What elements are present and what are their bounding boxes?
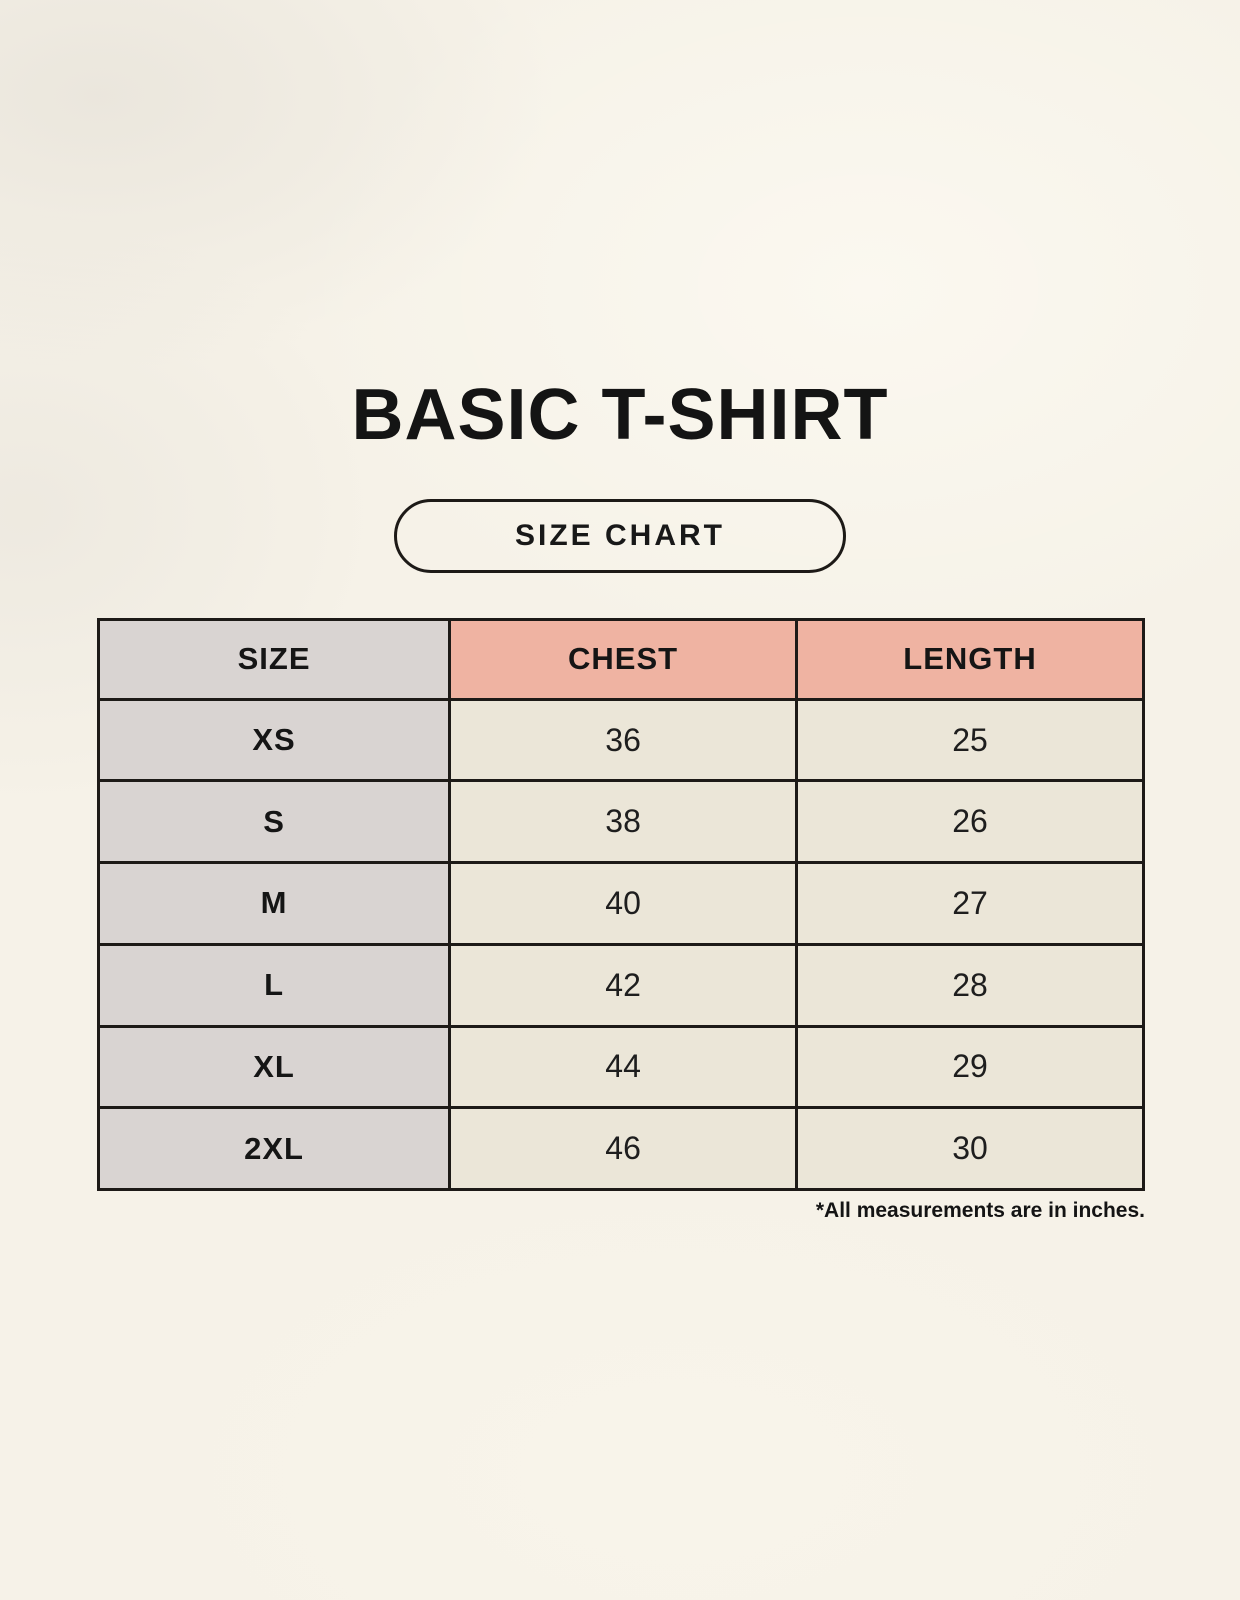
- column-header-chest: CHEST: [450, 620, 797, 700]
- chest-cell: 40: [450, 863, 797, 945]
- table-row: [99, 1026, 1144, 1108]
- length-cell: 26: [797, 781, 1144, 863]
- table-row: [99, 944, 1144, 1026]
- table-row: [99, 699, 1144, 781]
- size-chart-badge[interactable]: SIZE CHART: [394, 499, 846, 573]
- size-cell: XS: [99, 699, 450, 781]
- column-header-length: LENGTH: [797, 620, 1144, 700]
- length-cell: 30: [797, 1108, 1144, 1190]
- size-cell: XL: [99, 1026, 450, 1108]
- table-header-row: [99, 620, 1144, 700]
- length-cell: 28: [797, 944, 1144, 1026]
- table-row: [99, 781, 1144, 863]
- chest-cell: 46: [450, 1108, 797, 1190]
- column-header-size: SIZE: [99, 620, 450, 700]
- page-title: BASIC T-SHIRT: [351, 375, 889, 455]
- table-row: [99, 1108, 1144, 1190]
- size-cell: L: [99, 944, 450, 1026]
- size-cell: M: [99, 863, 450, 945]
- length-cell: 29: [797, 1026, 1144, 1108]
- chest-cell: 42: [450, 944, 797, 1026]
- chest-cell: 44: [450, 1026, 797, 1108]
- chest-cell: 38: [450, 781, 797, 863]
- table-row: [99, 863, 1144, 945]
- chest-cell: 36: [450, 699, 797, 781]
- measurements-footnote: *All measurements are in inches.: [815, 1199, 1145, 1222]
- size-table: [97, 618, 1145, 1191]
- size-cell: 2XL: [99, 1108, 450, 1190]
- size-cell: S: [99, 781, 450, 863]
- length-cell: 25: [797, 699, 1144, 781]
- length-cell: 27: [797, 863, 1144, 945]
